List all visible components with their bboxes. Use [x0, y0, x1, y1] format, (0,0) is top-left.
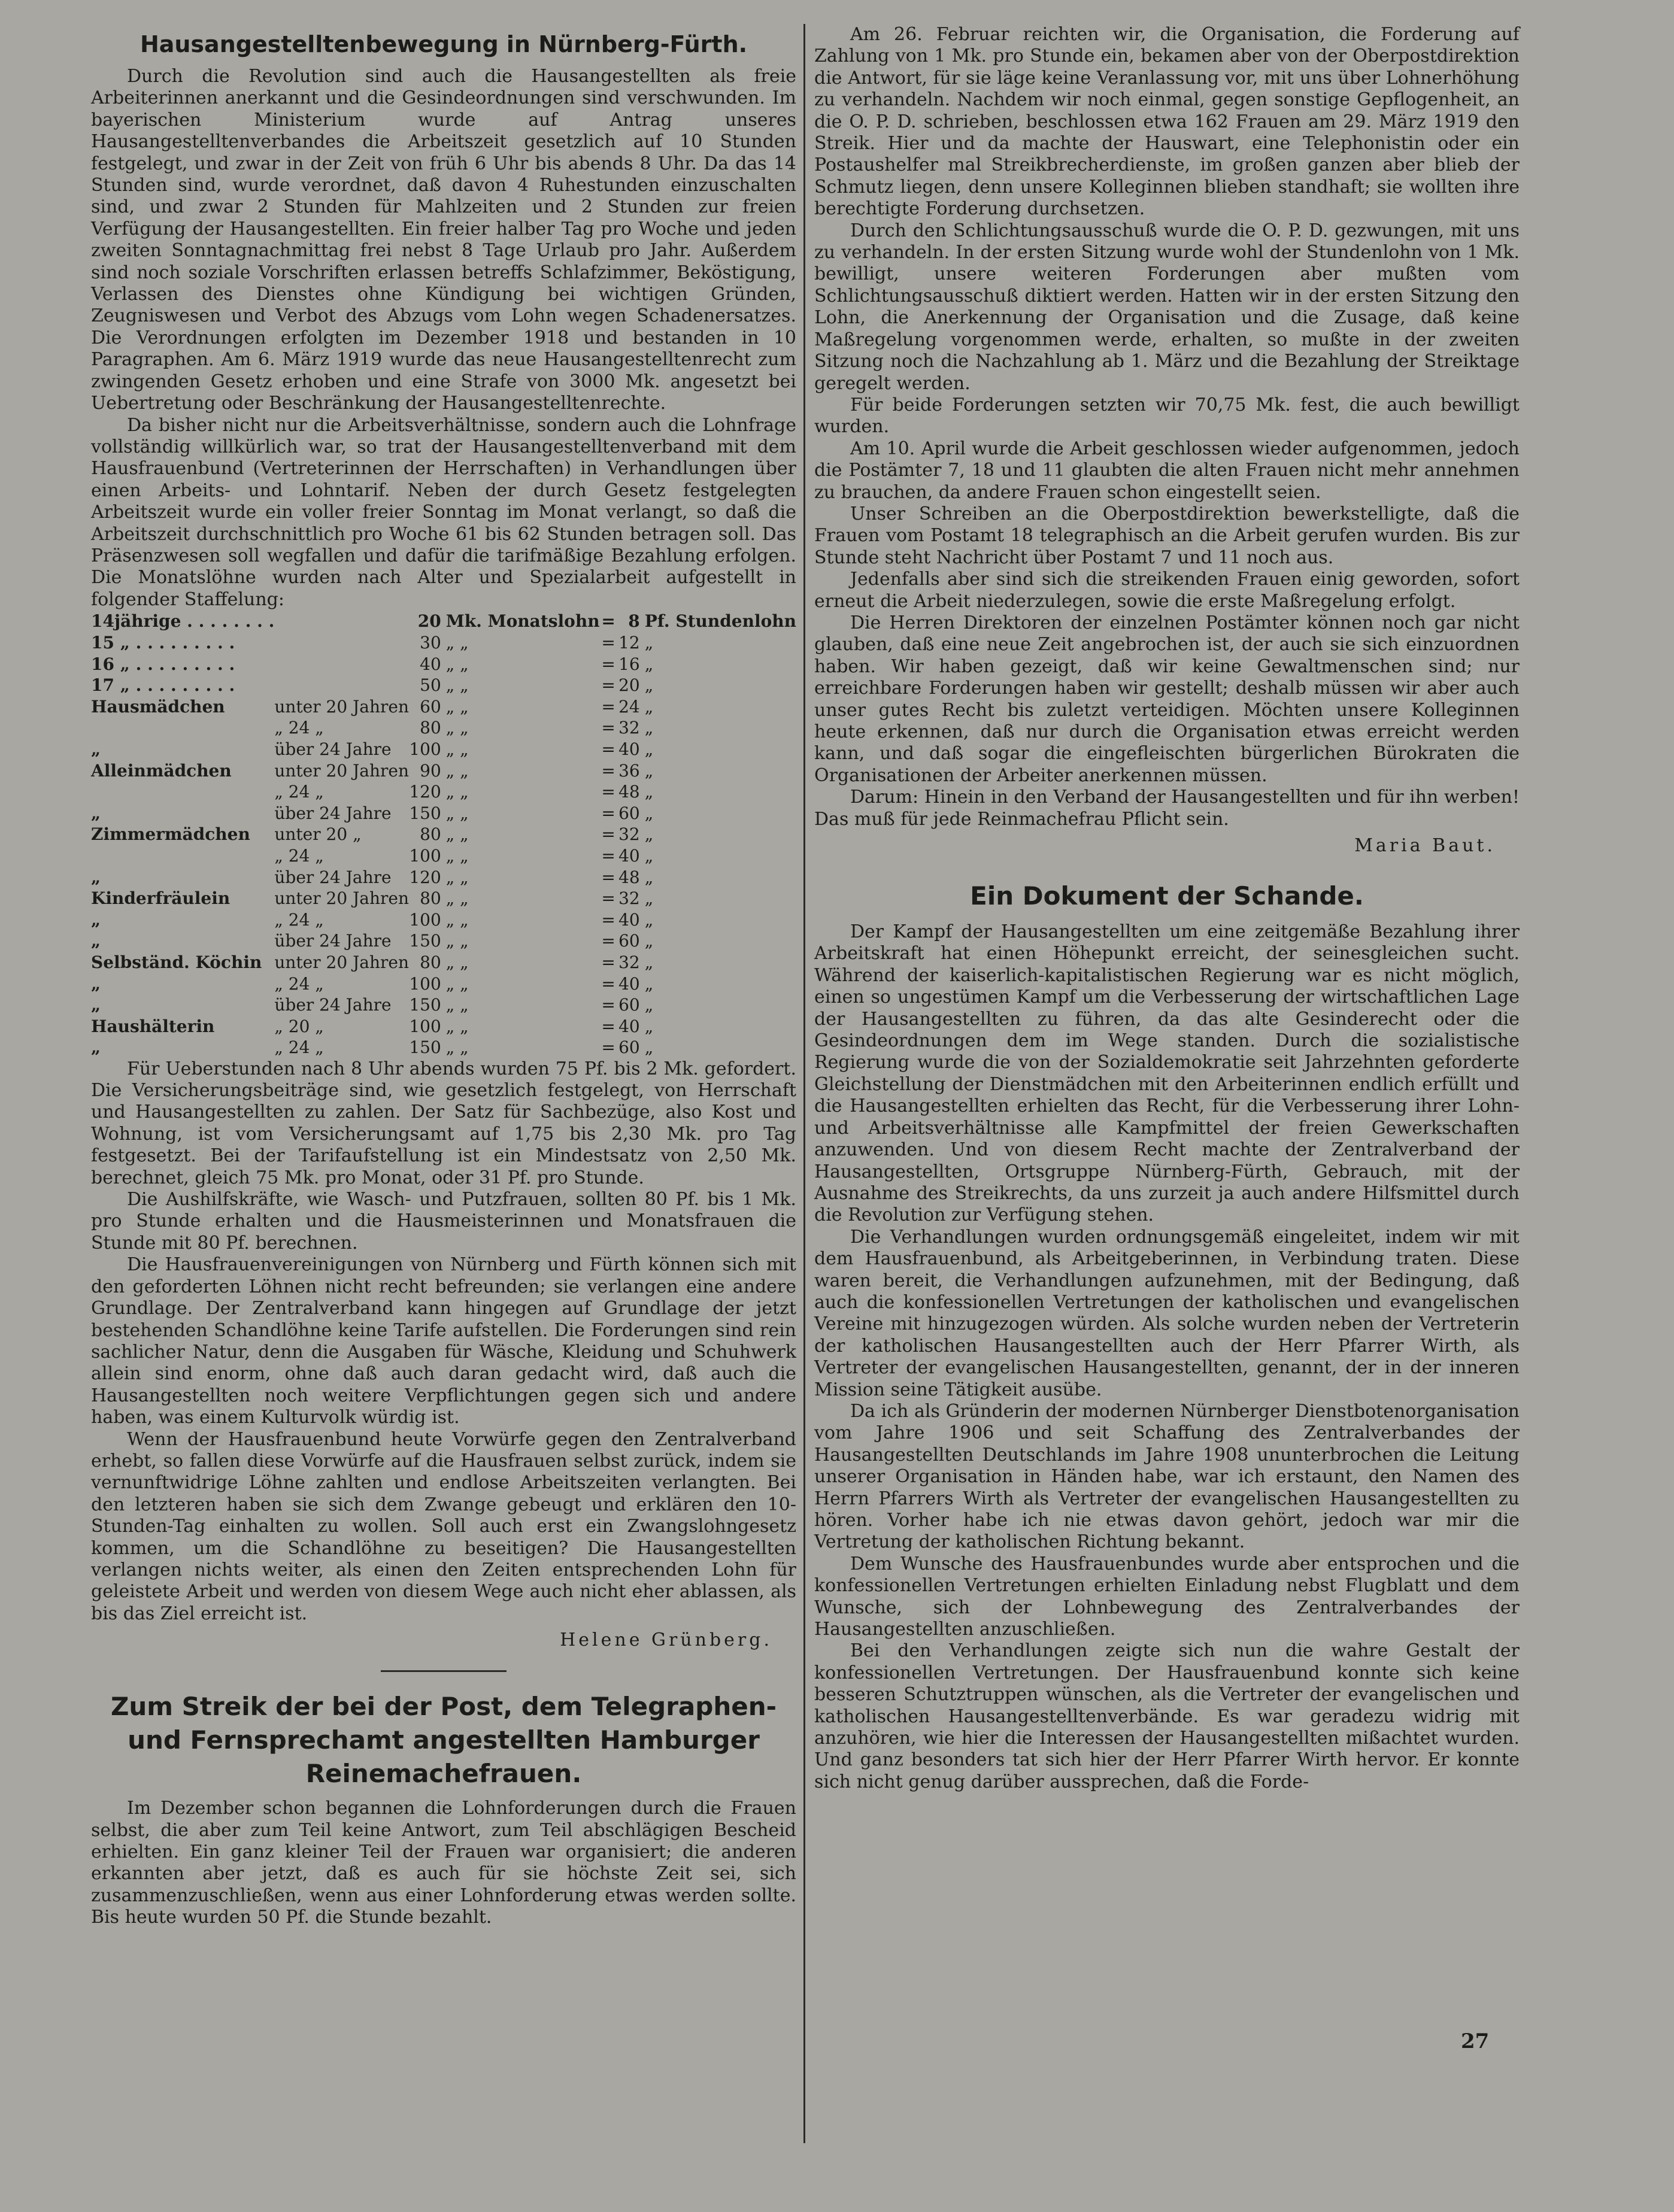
wage-category: 16 „ . . . . . . . . .	[91, 654, 235, 674]
monthly-wage: 50	[420, 675, 441, 696]
rate-unit: „	[644, 803, 654, 823]
wage-unit: „ „	[445, 931, 469, 951]
wage-row	[91, 803, 796, 824]
hourly-rate: 40	[618, 739, 640, 760]
wage-condition: unter 20 Jahren	[274, 760, 410, 781]
rate-unit: „	[644, 654, 654, 674]
rate-unit: „	[644, 931, 654, 951]
wage-category: „	[91, 995, 101, 1015]
wage-row	[91, 866, 796, 888]
wage-condition: „ 24 „	[274, 973, 324, 994]
wage-unit: „ „	[445, 760, 469, 781]
wage-category	[91, 717, 274, 739]
wage-condition: unter 20 Jahren	[274, 696, 410, 717]
wage-unit: „ „	[445, 782, 469, 802]
equals-sign: =	[601, 782, 615, 802]
hourly-rate: 60	[618, 1037, 640, 1058]
wage-condition: über 24 Jahre	[274, 739, 392, 760]
wage-condition: „ 24 „	[274, 845, 324, 866]
equals-sign: =	[601, 845, 615, 866]
wage-unit: „ „	[445, 675, 469, 696]
wage-row	[91, 973, 796, 994]
wage-row	[91, 824, 796, 845]
equals-sign: =	[601, 760, 615, 781]
article-title-dokument: Ein Dokument der Schande.	[970, 881, 1364, 911]
monthly-wage: 100	[409, 909, 441, 930]
wage-category: Hausmädchen	[91, 696, 225, 717]
wage-row	[91, 845, 796, 867]
equals-sign: =	[601, 696, 615, 717]
wage-unit: „ „	[445, 824, 469, 845]
wage-condition: über 24 Jahre	[274, 867, 392, 887]
rate-unit: „	[644, 1016, 654, 1036]
paragraph: Die Verhandlungen wurden ordnungsgemäß eingeleitet, indem wir mit dem Hausfrauenbund, als Arbeitgeberinnen, in Verbindung traten. Diese waren bereit, die Verhandlungen aufzunehmen, mit der Bedingung, daß auch die konfessionellen Vertretungen der katholischen und evangelischen Vereine mit hinzugezogen würden. Als solche wurden neben der Vertreterin der katholischen Hausangestellten auch der Herr Pfarrer Wirth, als Vertreter der evangelischen Hausangestellten, genannt, der in der inneren Mission seine Tätigkeit ausübe.	[814, 1226, 1520, 1400]
monthly-wage: 80	[420, 824, 441, 845]
wage-category: 14jährige . . . . . . . .	[91, 611, 275, 632]
article-title-hausangestellte: Hausangestelltenbewegung in Nürnberg-Fürth.	[140, 31, 748, 57]
equals-sign: =	[601, 611, 615, 632]
hourly-rate: 40	[618, 1016, 640, 1036]
wage-row	[91, 909, 796, 930]
paragraph: Darum: Hinein in den Verband der Hausangestellten und für ihn werben! Das muß für jede Reinmachefrau Pflicht sein.	[814, 787, 1520, 830]
wage-unit: „ „	[445, 633, 469, 653]
wage-row	[91, 675, 796, 696]
wage-category	[91, 781, 274, 803]
wage-category: Kinderfräulein	[91, 888, 231, 909]
wage-unit: „ „	[445, 845, 469, 866]
wage-category: Haushälterin	[91, 1016, 215, 1036]
wage-row	[91, 760, 796, 781]
left-column	[91, 24, 796, 1929]
hourly-rate: 60	[618, 803, 640, 823]
wage-unit: „ „	[445, 718, 469, 738]
wage-category: Alleinmädchen	[91, 760, 232, 781]
hourly-rate: 16	[618, 654, 640, 674]
paragraph: Jedenfalls aber sind sich die streikenden Frauen einig geworden, sofort erneut die Arbeit niederzulegen, sowie die erste Maßregelung erfolgt.	[814, 569, 1520, 612]
equals-sign: =	[601, 995, 615, 1015]
wage-condition: über 24 Jahre	[274, 931, 392, 951]
wage-row	[91, 739, 796, 760]
equals-sign: =	[601, 909, 615, 930]
monthly-wage: 150	[409, 931, 441, 951]
paragraph: Wenn der Hausfrauenbund heute Vorwürfe gegen den Zentralverband erhebt, so fallen diese Vorwürfe auf die Hausfrauen selbst zurück, indem sie vernunftwidrige Löhne zahlten und endlose Arbeitszeiten verlangten. Bei den letzteren haben sie sich dem Zwange gebeugt und erklären den 10-Stunden-Tag einhalten zu wollen. Soll auch erst ein Zwangslohngesetz kommen, um die Schandlöhne zu beseitigen? Die Hausangestellten verlangen nichts weiter, als einen den Zeiten entsprechenden Lohn für geleistete Arbeit und werden von diesem Wege auch nicht eher ablassen, als bis das Ziel erreicht ist.	[91, 1428, 796, 1624]
equals-sign: =	[601, 931, 615, 951]
wage-unit: Mk. Monatslohn	[445, 611, 600, 632]
hourly-rate: 48	[618, 867, 640, 887]
equals-sign: =	[601, 973, 615, 994]
wage-row	[91, 952, 796, 973]
wage-unit: „ „	[445, 803, 469, 823]
rate-unit: „	[644, 739, 654, 760]
monthly-wage: 150	[409, 803, 441, 823]
monthly-wage: 30	[420, 633, 441, 653]
paragraph: Durch den Schlichtungsausschuß wurde die O. P. D. gezwungen, mit uns zu verhandeln. In der ersten Sitzung wurde wohl der Stundenlohn von 1 Mk. bewilligt, unsere weiteren Forderungen aber mußten vom Schlichtungsausschuß diktiert werden. Hatten wir in der ersten Sitzung den Lohn, die Anerkennung der Organisation und die Zusage, daß keine Maßregelung vorgenommen werde, erhalten, so mußte in der zweiten Sitzung noch die Nachzahlung ab 1. März und die Bezahlung der Streiktage geregelt werden.	[814, 220, 1520, 394]
wage-condition: „ 24 „	[274, 782, 324, 802]
wage-condition: „ 20 „	[274, 1016, 324, 1036]
wage-row	[91, 696, 796, 718]
rate-unit: „	[644, 696, 654, 717]
wage-unit: „ „	[445, 888, 469, 909]
wage-category: 17 „ . . . . . . . . .	[91, 675, 235, 696]
rate-unit: „	[644, 760, 654, 781]
hourly-rate: 32	[618, 888, 640, 909]
hourly-rate: 12	[618, 633, 640, 653]
hourly-rate: 36	[618, 760, 640, 781]
paragraph: Am 26. Februar reichten wir, die Organisation, die Forderung auf Zahlung von 1 Mk. pro Stunde ein, bekamen aber von der Oberpostdirektion die Antwort, für sie läge keine Veranlassung vor, mit uns über Lohnerhöhung zu verhandeln. Nachdem wir noch einmal, gegen sonstige Gepflogenheit, an die O. P. D. schrieben, beschlossen etwa 162 Frauen am 29. März 1919 den Streik. Hier und da machte der Hauswart, eine Telephonistin oder ein Postaushelfer mal Streikbrecherdienste, im großen ganzen aber blieb der Schmutz liegen, denn unsere Kolleginnen blieben standhaft; sie wollten ihre berechtigte Forderung durchsetzen.	[814, 24, 1520, 220]
wage-condition: „ 24 „	[274, 718, 324, 738]
wage-row	[91, 717, 796, 739]
wage-row	[91, 632, 796, 654]
hourly-rate: 32	[618, 824, 640, 845]
hourly-rate: 8	[628, 611, 640, 632]
wage-unit: „ „	[445, 995, 469, 1015]
wage-condition: über 24 Jahre	[274, 995, 392, 1015]
wage-category: „	[91, 931, 101, 951]
hourly-rate: 32	[618, 952, 640, 972]
wage-row	[91, 994, 796, 1016]
equals-sign: =	[601, 952, 615, 972]
rate-unit: „	[644, 952, 654, 972]
monthly-wage: 80	[420, 718, 441, 738]
wage-condition	[274, 653, 409, 675]
paragraph: Die Aushilfskräfte, wie Wasch- und Putzfrauen, sollten 80 Pf. bis 1 Mk. pro Stunde erhalten und die Hausmeisterinnen und Monatsfrauen die Stunde mit 80 Pf. berechnen.	[91, 1189, 796, 1254]
hourly-rate: 48	[618, 782, 640, 802]
wage-condition: unter 20 Jahren	[274, 888, 410, 909]
wage-condition: unter 20 Jahren	[274, 952, 410, 972]
equals-sign: =	[601, 633, 615, 653]
wage-table	[91, 611, 796, 1058]
wage-row	[91, 653, 796, 675]
paragraph: Am 10. April wurde die Arbeit geschlossen wieder aufgenommen, jedoch die Postämter 7, 18 und 11 glaubten die alten Frauen nicht mehr annehmen zu brauchen, da andere Frauen schon eingestellt seien.	[814, 438, 1520, 503]
hourly-rate: 40	[618, 973, 640, 994]
equals-sign: =	[601, 739, 615, 760]
paragraph: Da ich als Gründerin der modernen Nürnberger Dienstbotenorganisation vom Jahre 1906 und seit Schaffung des Zentralverbandes der Hausangestellten Deutschlands im Jahre 1908 ununterbrochen die Leitung unserer Organisation in Händen habe, war ich erstaunt, den Namen des Herrn Pfarrers Wirth als Vertreter der evangelischen Hausangestellten zu hören. Vorher habe ich nie etwas davon gehört, jedoch war mir die Vertretung der katholischen Richtung bekannt.	[814, 1400, 1520, 1553]
rate-unit: „	[644, 633, 654, 653]
equals-sign: =	[601, 654, 615, 674]
hourly-rate: 60	[618, 931, 640, 951]
paragraph: Für beide Forderungen setzten wir 70,75 Mk. fest, die auch bewilligt wurden.	[814, 394, 1520, 438]
equals-sign: =	[601, 803, 615, 823]
wage-category: „	[91, 739, 101, 760]
author-signature: Helene Grünberg.	[560, 1630, 772, 1651]
wage-row	[91, 781, 796, 803]
wage-category: „	[91, 803, 101, 823]
hourly-rate: 20	[618, 675, 640, 696]
monthly-wage: 100	[409, 1016, 441, 1036]
monthly-wage: 100	[409, 845, 441, 866]
monthly-wage: 100	[409, 973, 441, 994]
equals-sign: =	[601, 888, 615, 909]
wage-category: „	[91, 909, 101, 930]
paragraph: Die Hausfrauenvereinigungen von Nürnberg und Fürth können sich mit den geforderten Löhnen nicht recht befreunden; sie verlangen eine andere Grundlage. Der Zentralverband kann hingegen auf Grundlage der jetzt bestehenden Schandlöhne keine Tarife aufstellen. Die Forderungen sind rein sachlicher Natur, denn die Ausgaben für Wäsche, Kleidung und Schuhwerk allein sind enorm, ohne daß auch daran gedacht wird, daß auch die Hausangestellten noch weitere Verpflichtungen gegen sich und andere haben, was einem Kulturvolk würdig ist.	[91, 1254, 796, 1428]
paragraph: Unser Schreiben an die Oberpostdirektion bewerkstelligte, daß die Frauen vom Postamt 18 telegraphisch an die Arbeit gerufen wurden. Bis zur Stunde steht Nachricht über Postamt 7 und 11 noch aus.	[814, 503, 1520, 568]
column-divider	[803, 24, 805, 2143]
wage-unit: „ „	[445, 1037, 469, 1058]
paragraph: Dem Wunsche des Hausfrauenbundes wurde aber entsprochen und die konfessionellen Vertretungen erhielten Einladung nebst Flugblatt und dem Wunsche, sich der Lohnbewegung des Zentralverbandes der Hausangestellten anzuschließen.	[814, 1553, 1520, 1640]
equals-sign: =	[601, 867, 615, 887]
wage-condition: „ 24 „	[274, 909, 324, 930]
equals-sign: =	[601, 718, 615, 738]
monthly-wage: 40	[420, 654, 441, 674]
hourly-rate: 40	[618, 845, 640, 866]
section-rule	[381, 1670, 507, 1672]
wage-unit: „ „	[445, 909, 469, 930]
wage-row	[91, 888, 796, 909]
wage-unit: „ „	[445, 739, 469, 760]
wage-row	[91, 930, 796, 952]
wage-category: 15 „ . . . . . . . . .	[91, 633, 235, 653]
paragraph: Durch die Revolution sind auch die Hausangestellten als freie Arbeiterinnen anerkannt und die Gesindeordnungen sind verschwunden. Im bayerischen Ministerium wurde auf Antrag unseres Hausangestelltenverbandes die Arbeitszeit gesetzlich auf 10 Stunden festgelegt, und zwar in der Zeit von früh 6 Uhr bis abends 8 Uhr. Da das 14 Stunden sind, wurde verordnet, daß davon 4 Ruhestunden einzuschalten sind, und zwar 2 Stunden für Mahlzeiten und 2 Stunden zur freien Verfügung der Hausangestellten. Ein freier halber Tag pro Woche und jeden zweiten Sonntagnachmittag frei nebst 8 Tage Urlaub pro Jahr. Außerdem sind noch soziale Vorschriften erlassen betreffs Schlafzimmer, Beköstigung, Verlassen des Dienstes ohne Kündigung bei wichtigen Gründen, Zeugniswesen und Verbot des Abzugs vom Lohn wegen Schadenersatzes. Die Verordnungen erfolgten im Dezember 1918 und bestanden in 10 Paragraphen. Am 6. März 1919 wurde das neue Hausangestelltenrecht zum zwingenden Gesetz erhoben und eine Strafe von 3000 Mk. angesetzt bei Uebertretung oder Beschränkung der Hausangestelltenrechte.	[91, 66, 796, 414]
article-title-streik: Zum Streik der bei der Post, dem Telegraphen- und Fernsprechamt angestellten Hamburger Reinemachefrauen.	[110, 1692, 777, 1789]
equals-sign: =	[601, 675, 615, 696]
wage-unit: „ „	[445, 952, 469, 972]
wage-row	[91, 1037, 796, 1058]
monthly-wage: 150	[409, 995, 441, 1015]
rate-unit: „	[644, 675, 654, 696]
monthly-wage: 80	[420, 952, 441, 972]
wage-condition: über 24 Jahre	[274, 803, 392, 823]
page-number: 27	[1461, 2029, 1490, 2053]
rate-unit: „	[644, 782, 654, 802]
wage-condition	[274, 611, 409, 632]
wage-unit: „ „	[445, 696, 469, 717]
rate-unit: „	[644, 909, 654, 930]
right-column	[814, 24, 1520, 1793]
rate-unit: „	[644, 888, 654, 909]
monthly-wage: 60	[420, 696, 441, 717]
paragraph: Die Herren Direktoren der einzelnen Postämter können noch gar nicht glauben, daß eine neue Zeit angebrochen ist, der auch sie sich einzuordnen haben. Wir haben gezeigt, daß wir keine Gewaltmenschen sind; nur erreichbare Forderungen haben wir gestellt; deshalb müssen wir aber auch unser gutes Recht bis zuletzt verteidigen. Möchten unsere Kolleginnen heute erkennen, daß nur durch die Organisation etwas erreicht werden kann, und daß sogar die eingefleischten bürgerlichen Bürokraten die Organisationen der Arbeiter anerkennen müssen.	[814, 612, 1520, 786]
rate-unit: „	[644, 995, 654, 1015]
wage-unit: „ „	[445, 867, 469, 887]
hourly-rate: 32	[618, 718, 640, 738]
equals-sign: =	[601, 1016, 615, 1036]
wage-row	[91, 1015, 796, 1037]
monthly-wage: 100	[409, 739, 441, 760]
rate-unit: „	[644, 824, 654, 845]
wage-condition: unter 20 „	[274, 824, 362, 845]
paragraph: Der Kampf der Hausangestellten um eine zeitgemäße Bezahlung ihrer Arbeitskraft hat einen Höhepunkt erreicht, der seinesgleichen sucht. Während der kaiserlich-kapitalistischen Regierung war es nicht möglich, einen so ungestümen Kampf um die Verbesserung der wirtschaftlichen Lage der Hausangestellten zu führen, da das alte Gesinderecht oder die Gesindeordnungen dem im Wege standen. Durch die sozialistische Regierung wurde die von der Sozialdemokratie seit Jahrzehnten geforderte Gleichstellung der Dienstmädchen mit den Arbeiterinnen endlich erfüllt und die Hausangestellten erhielten das Recht, für die Verbesserung ihrer Lohn- und Arbeitsverhältnisse alle Kampfmittel der freien Gewerkschaften anzuwenden. Und von diesem Recht machte der Zentralverband der Hausangestellten, Ortsgruppe Nürnberg-Fürth, Gebrauch, mit der Ausnahme des Streikrechts, da uns zurzeit ja auch andere Hilfsmittel durch die Revolution zur Verfügung stehen.	[814, 921, 1520, 1226]
equals-sign: =	[601, 1037, 615, 1058]
wage-row	[91, 611, 796, 632]
wage-category: „	[91, 1037, 101, 1058]
rate-unit: „	[644, 845, 654, 866]
wage-condition	[274, 675, 409, 696]
hourly-rate: 60	[618, 995, 640, 1015]
author-signature: Maria Baut.	[1354, 835, 1496, 857]
monthly-wage: 150	[409, 1037, 441, 1058]
wage-condition	[274, 632, 409, 654]
hourly-rate: 40	[618, 909, 640, 930]
wage-category: Zimmermädchen	[91, 824, 250, 845]
monthly-wage: 120	[409, 782, 441, 802]
paragraph: Da bisher nicht nur die Arbeitsverhältnisse, sondern auch die Lohnfrage vollständig willkürlich war, so trat der Hausangestelltenverband mit dem Hausfrauenbund (Vertreterinnen der Herrschaften) in Verhandlungen über einen Arbeits- und Lohntarif. Neben der durch Gesetz festgelegten Arbeitszeit wurde ein voller freier Sonntag im Monat verlangt, so daß die Arbeitszeit durchschnittlich pro Woche 61 bis 62 Stunden betragen soll. Das Präsenzwesen soll wegfallen und dafür die tarifmäßige Bezahlung erfolgen. Die Monatslöhne wurden nach Alter und Spezialarbeit aufgestellt in folgender Staffelung:	[91, 414, 796, 610]
wage-unit: „ „	[445, 654, 469, 674]
paragraph: Bei den Verhandlungen zeigte sich nun die wahre Gestalt der konfessionellen Vertretungen. Der Hausfrauenbund konnte sich keine besseren Schutztruppen wünschen, als die Vertreter der evangelischen und katholischen Hausangestelltenverbände. Es war geradezu widrig mit anzuhören, wie hier die Interessen der Hausangestellten mißachtet wurden. Und ganz besonders tat sich hier der Herr Pfarrer Wirth hervor. Er konnte sich nicht genug darüber aussprechen, daß die Forde-	[814, 1640, 1520, 1792]
rate-unit: „	[644, 973, 654, 994]
hourly-rate: 24	[618, 696, 640, 717]
wage-category: „	[91, 867, 101, 887]
monthly-wage: 80	[420, 888, 441, 909]
rate-unit: „	[644, 718, 654, 738]
wage-unit: „ „	[445, 1016, 469, 1036]
equals-sign: =	[601, 824, 615, 845]
wage-condition: „ 24 „	[274, 1037, 324, 1058]
paragraph: Im Dezember schon begannen die Lohnforderungen durch die Frauen selbst, die aber zum Teil keine Antwort, zum Teil abschlägigen Bescheid erhielten. Ein ganz kleiner Teil der Frauen war organisiert; die anderen erkannten aber jetzt, daß es auch für sie höchste Zeit sei, sich zusammenzuschließen, wenn aus einer Lohnforderung etwas werden sollte. Bis heute wurden 50 Pf. die Stunde bezahlt.	[91, 1798, 796, 1928]
rate-unit: Pf. Stundenlohn	[644, 611, 796, 632]
paragraph: Für Ueberstunden nach 8 Uhr abends wurden 75 Pf. bis 2 Mk. gefordert. Die Versicherungsbeiträge sind, wie gesetzlich festgelegt, von Herrschaft und Hausangestellten zu zahlen. Der Satz für Sachbezüge, also Kost und Wohnung, ist vom Versicherungsamt auf 1,75 bis 2,30 Mk. pro Tag festgesetzt. Bei der Tarifaufstellung ist ein Mindestsatz von 2,50 Mk. berechnet, gleich 75 Mk. pro Monat, oder 31 Pf. pro Stunde.	[91, 1058, 796, 1188]
wage-unit: „ „	[445, 973, 469, 994]
monthly-wage: 20	[417, 611, 441, 632]
wage-category: Selbständ. Köchin	[91, 952, 262, 972]
monthly-wage: 90	[420, 760, 441, 781]
wage-category	[91, 845, 274, 867]
rate-unit: „	[644, 1037, 654, 1058]
rate-unit: „	[644, 867, 654, 887]
monthly-wage: 120	[409, 867, 441, 887]
wage-category: „	[91, 973, 101, 994]
